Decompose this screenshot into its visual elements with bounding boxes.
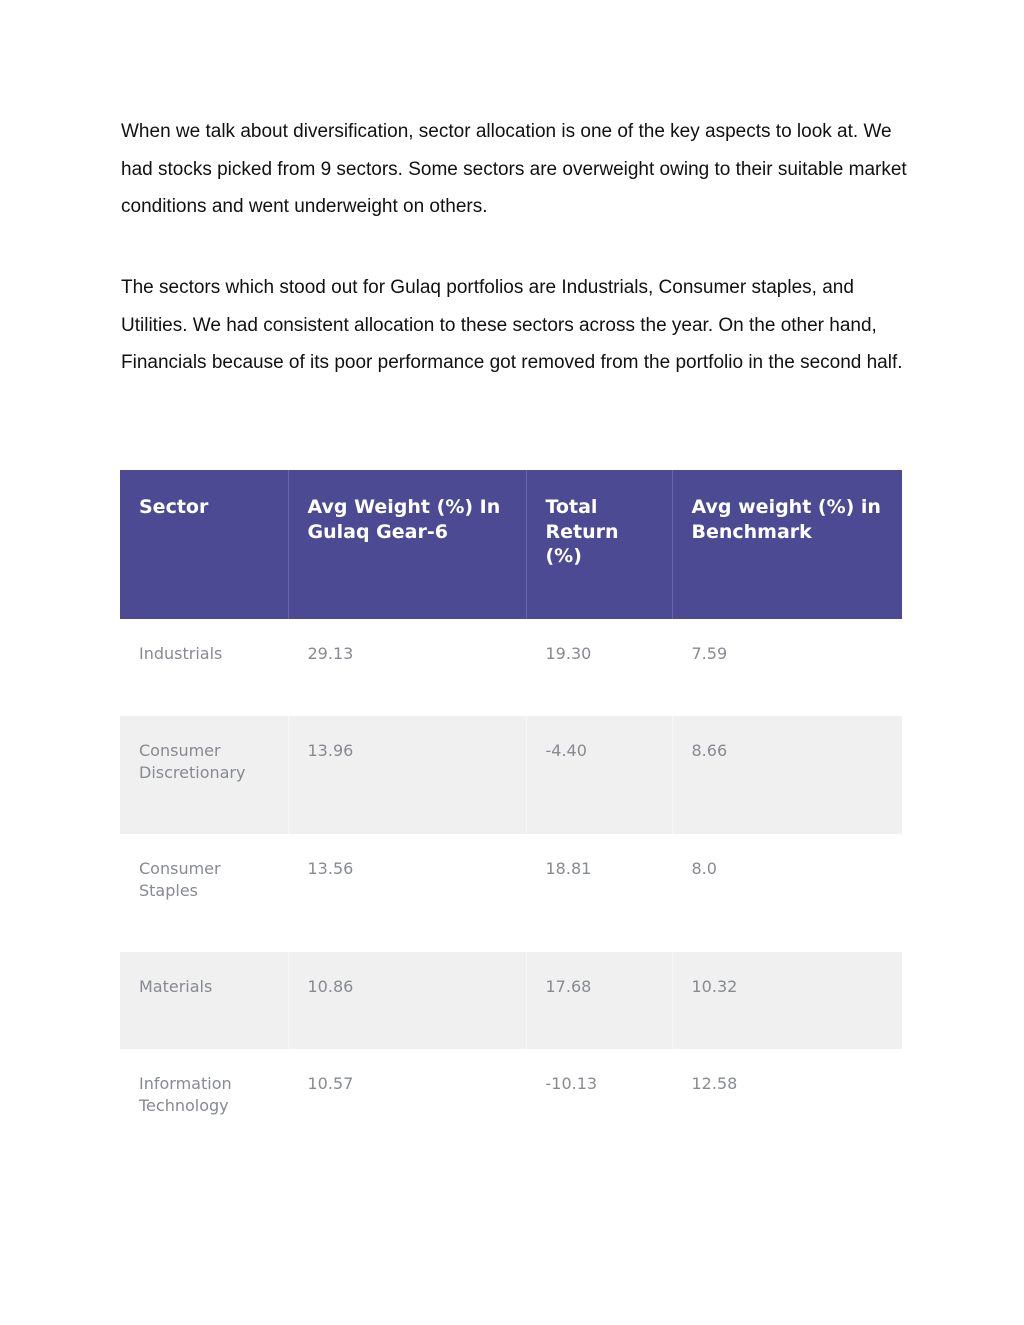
table-header-row: [120, 470, 902, 619]
cell-sector: Industrials: [120, 619, 288, 716]
cell-sector: Materials: [120, 952, 288, 1049]
cell-total-return: 19.30: [526, 619, 672, 716]
cell-avg-weight-benchmark: 8.66: [672, 716, 902, 834]
table-row: [120, 716, 902, 834]
cell-avg-weight-benchmark: 7.59: [672, 619, 902, 716]
cell-total-return: 17.68: [526, 952, 672, 1049]
cell-avg-weight-benchmark: 12.58: [672, 1049, 902, 1167]
cell-avg-weight-gulaq: 13.96: [288, 716, 526, 834]
cell-total-return: -4.40: [526, 716, 672, 834]
cell-avg-weight-benchmark: 8.0: [672, 834, 902, 952]
cell-total-return: 18.81: [526, 834, 672, 952]
header-avg-weight-benchmark: Avg weight (%) in Benchmark: [672, 470, 902, 619]
header-avg-weight-gulaq: Avg Weight (%) In Gulaq Gear-6: [288, 470, 526, 619]
table-row: [120, 1049, 902, 1167]
paragraph-diversification: When we talk about diversification, sector allocation is one of the key aspects to look at. We had stocks picked from 9 sectors. Some sectors are overweight owing to their suitable market conditions and went underweight on others.: [121, 121, 907, 218]
sector-allocation-table: [120, 470, 903, 1167]
table-row: [120, 619, 902, 716]
cell-total-return: -10.13: [526, 1049, 672, 1167]
cell-avg-weight-benchmark: 10.32: [672, 952, 902, 1049]
header-total-return: Total Return (%): [526, 470, 672, 619]
paragraph-standout-sectors: The sectors which stood out for Gulaq portfolios are Industrials, Consumer staples, and Utilities. We had consistent allocation to these sectors across the year. On the other hand, Financials because of its poor performance got removed from the portfolio in the second half.: [121, 277, 903, 374]
header-sector: Sector: [120, 470, 288, 619]
cell-sector: Consumer Staples: [120, 834, 288, 952]
table-row: [120, 834, 902, 952]
table-row: [120, 952, 902, 1049]
cell-sector: Information Technology: [120, 1049, 288, 1167]
cell-avg-weight-gulaq: 10.86: [288, 952, 526, 1049]
cell-avg-weight-gulaq: 10.57: [288, 1049, 526, 1167]
cell-sector: Consumer Discretionary: [120, 716, 288, 834]
cell-avg-weight-gulaq: 29.13: [288, 619, 526, 716]
cell-avg-weight-gulaq: 13.56: [288, 834, 526, 952]
